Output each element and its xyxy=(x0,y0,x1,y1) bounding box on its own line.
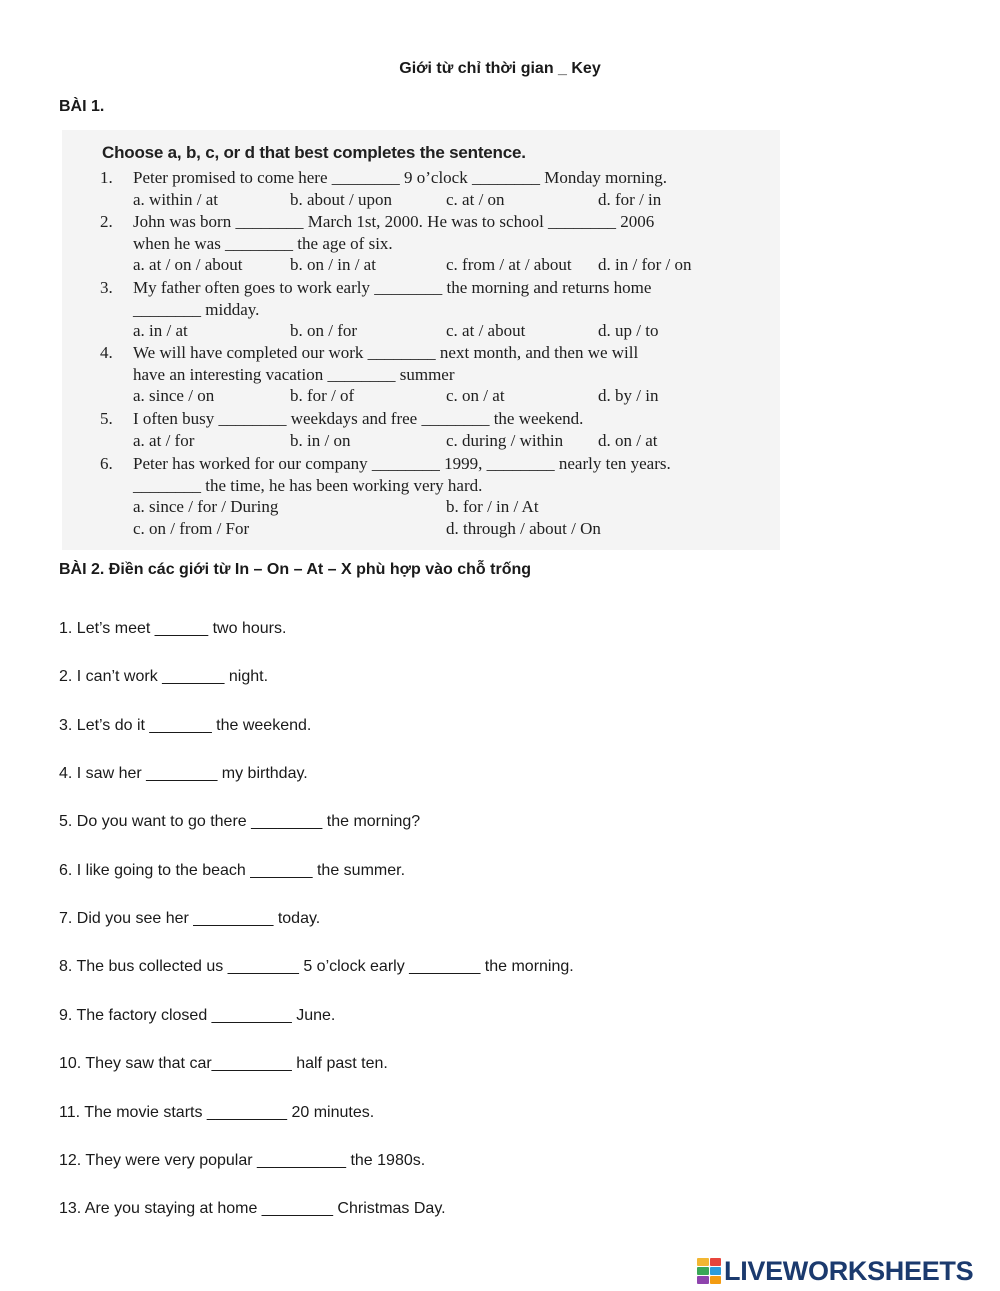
logo-square xyxy=(697,1276,709,1284)
logo-square xyxy=(710,1276,722,1284)
question-line xyxy=(62,168,780,190)
answer-option: b. for / in / At xyxy=(446,497,539,517)
fill-in-item: 1. Let’s meet ______ two hours. xyxy=(59,620,287,637)
liveworksheets-logo xyxy=(697,1255,973,1287)
fill-in-item: 9. The factory closed _________ June. xyxy=(59,1006,336,1024)
fill-in-item: 12. They were very popular __________ the 1980s. xyxy=(59,1151,426,1169)
question-2 xyxy=(62,212,780,277)
question-line xyxy=(62,454,780,476)
fill-in-item: 6. I like going to the beach _______ the summer. xyxy=(59,861,406,879)
question-line xyxy=(62,365,780,387)
answer-option: c. on / at xyxy=(446,386,505,406)
answer-option: c. during / within xyxy=(446,430,564,450)
question-text: Peter promised to come here ________ 9 o’clock ________ Monday morning. xyxy=(133,168,667,187)
fill-in-item: 8. The bus collected us ________ 5 o’clock early ________ the morning. xyxy=(59,958,574,976)
exercise1-heading: Choose a, b, c, or d that best completes the sentence. xyxy=(102,143,526,162)
section1-label: BÀI 1. xyxy=(59,98,105,115)
answer-option: d. by / in xyxy=(598,386,659,406)
question-text: ________ midday. xyxy=(133,299,260,319)
question-text: ________ the time, he has been working very hard. xyxy=(133,475,483,495)
section2-label: BÀI 2. Điền các giới từ In – On – At – X phù hợp vào chỗ trống xyxy=(59,561,532,578)
answer-option: d. on / at xyxy=(598,430,658,450)
question-text: We will have completed our work ________ next month, and then we will xyxy=(133,343,639,362)
fill-in-item: 4. I saw her ________ my birthday. xyxy=(59,765,308,783)
answer-option: a. since / for / During xyxy=(133,497,279,517)
answer-option: a. since / on xyxy=(133,386,215,406)
answer-option: a. within / at xyxy=(133,189,218,209)
question-line xyxy=(62,234,780,256)
question-text: Peter has worked for our company ________ 1999, ________ nearly ten years. xyxy=(133,454,671,473)
answer-option: c. at / about xyxy=(446,321,526,341)
question-number: 3. xyxy=(100,278,113,297)
question-number: 4. xyxy=(100,343,113,362)
answer-option: d. in / for / on xyxy=(598,255,692,275)
answer-option: d. for / in xyxy=(598,189,662,209)
question-line xyxy=(62,409,780,431)
logo-square xyxy=(697,1267,709,1275)
fill-in-item: 13. Are you staying at home ________ Christmas Day. xyxy=(59,1200,446,1218)
question-number: 1. xyxy=(100,168,113,187)
question-number: 5. xyxy=(100,409,113,428)
question-text: I often busy ________ weekdays and free ________ the weekend. xyxy=(133,409,584,428)
question-line xyxy=(62,343,780,365)
question-line xyxy=(62,300,780,322)
answer-option: a. at / on / about xyxy=(133,255,243,275)
liveworksheets-logo-icon xyxy=(697,1258,721,1284)
answer-option: c. from / at / about xyxy=(446,255,572,275)
question-5 xyxy=(62,409,780,452)
question-4 xyxy=(62,343,780,408)
answer-option: c. on / from / For xyxy=(133,519,250,539)
logo-square xyxy=(697,1258,709,1266)
answer-option: c. at / on xyxy=(446,189,505,209)
question-1 xyxy=(62,168,780,211)
question-text: when he was ________ the age of six. xyxy=(133,233,393,253)
question-line xyxy=(62,278,780,300)
question-number: 6. xyxy=(100,454,113,473)
exercise1-scan xyxy=(62,130,780,550)
question-text: My father often goes to work early ________ the morning and returns home xyxy=(133,278,652,297)
question-line xyxy=(62,476,780,498)
answer-option: d. up / to xyxy=(598,321,659,341)
fill-in-item: 2. I can’t work _______ night. xyxy=(59,668,269,686)
question-3 xyxy=(62,278,780,343)
logo-square xyxy=(710,1267,722,1275)
logo-square xyxy=(710,1258,722,1266)
fill-in-item: 7. Did you see her _________ today. xyxy=(59,910,321,928)
answer-option: b. about / upon xyxy=(290,189,392,209)
answer-option: a. at / for xyxy=(133,430,195,450)
answer-option: b. in / on xyxy=(290,430,351,450)
question-text: John was born ________ March 1st, 2000. He was to school ________ 2006 xyxy=(133,212,655,231)
question-line xyxy=(62,212,780,234)
fill-in-item: 3. Let’s do it _______ the weekend. xyxy=(59,716,312,734)
answer-option: b. for / of xyxy=(290,386,355,406)
liveworksheets-logo-text: LIVEWORKSHEETS xyxy=(724,1255,974,1286)
page-title: Giới từ chỉ thời gian _ Key xyxy=(399,60,601,77)
question-6 xyxy=(62,454,780,541)
answer-option: a. in / at xyxy=(133,321,188,341)
answer-option: b. on / for xyxy=(290,321,358,341)
answer-option: b. on / in / at xyxy=(290,255,376,275)
answer-option: d. through / about / On xyxy=(446,519,601,539)
fill-in-item: 5. Do you want to go there ________ the morning? xyxy=(59,813,421,831)
question-number: 2. xyxy=(100,212,113,231)
fill-in-item: 10. They saw that car_________ half past ten. xyxy=(59,1055,388,1073)
fill-in-item: 11. The movie starts _________ 20 minutes. xyxy=(59,1103,375,1121)
question-text: have an interesting vacation ________ summer xyxy=(133,364,455,384)
